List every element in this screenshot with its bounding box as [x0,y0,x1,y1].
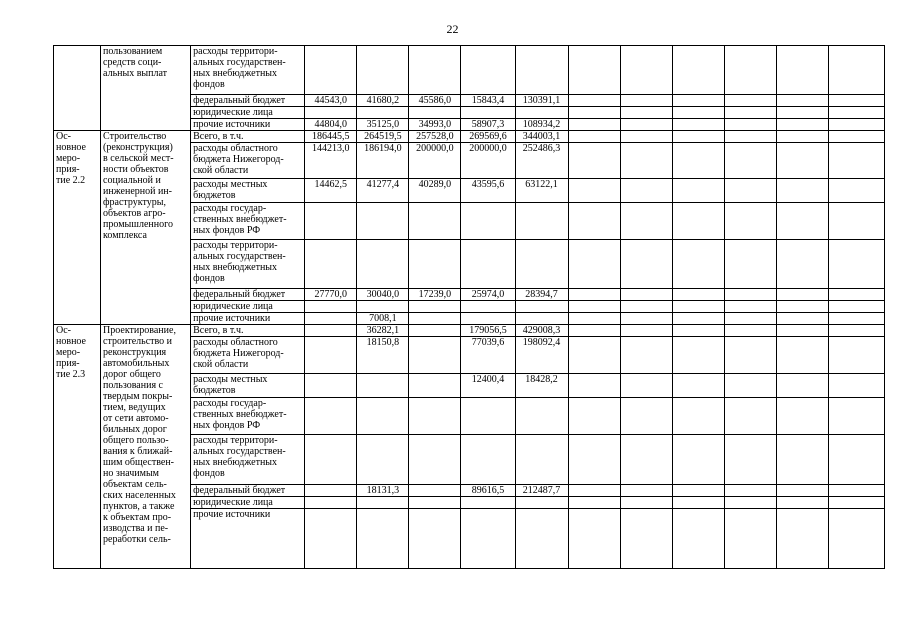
value-cell: 18131,3 [357,485,409,497]
value-cell [305,485,357,497]
value-cell [515,107,568,119]
funding-source-cell: расходы областного бюджета Нижегород- ской области [191,337,305,374]
funding-source-cell: расходы территори- альных государствен- ных внебюджетных фондов [191,240,305,289]
value-cell [515,240,568,289]
empty-cell [724,119,776,131]
value-cell [461,301,515,313]
empty-cell [776,289,828,301]
empty-cell [776,313,828,325]
empty-cell [776,143,828,179]
value-cell [305,325,357,337]
empty-cell [568,337,620,374]
value-cell: 269569,6 [461,131,515,143]
table-row [54,46,885,95]
empty-cell [568,203,620,240]
page-number: 22 [446,22,459,36]
value-cell [515,301,568,313]
value-cell [305,509,357,569]
empty-cell [620,485,672,497]
empty-cell [828,119,884,131]
value-cell: 144213,0 [305,143,357,179]
value-cell: 41277,4 [357,179,409,203]
value-cell [515,313,568,325]
value-cell [305,313,357,325]
empty-cell [672,313,724,325]
empty-cell [724,509,776,569]
empty-cell [672,46,724,95]
value-cell: 198092,4 [515,337,568,374]
empty-cell [724,95,776,107]
empty-cell [828,313,884,325]
empty-cell [724,313,776,325]
measure-description-cell: Проектирование, строительство и реконструкция автомобильных дорог общего пользования с твердым покры- тием, ведущих от сети автомо- бильных дорог общего пользо- вания к ближай- шим обществен- но значимым объектам сель- ских населенных пунктов, а также к объектам про- изводства и пе- реработки сель- [101,325,191,569]
funding-source-cell: прочие источники [191,119,305,131]
empty-cell [828,46,884,95]
value-cell: 58907,3 [461,119,515,131]
empty-cell [776,374,828,398]
value-cell [461,435,515,485]
value-cell [305,107,357,119]
funding-source-cell: расходы государ- ственных внебюджет- ных фондов РФ [191,203,305,240]
empty-cell [828,179,884,203]
value-cell [305,301,357,313]
value-cell [305,374,357,398]
empty-cell [672,301,724,313]
empty-cell [724,301,776,313]
value-cell: 200000,0 [461,143,515,179]
empty-cell [620,46,672,95]
empty-cell [776,497,828,509]
empty-cell [568,398,620,435]
funding-source-cell: расходы областного бюджета Нижегород- ской области [191,143,305,179]
measure-description-cell: пользованием средств соци- альных выплат [101,46,191,131]
value-cell [305,435,357,485]
value-cell: 429008,3 [515,325,568,337]
value-cell [409,374,461,398]
value-cell [305,203,357,240]
empty-cell [828,107,884,119]
value-cell: 200000,0 [409,143,461,179]
value-cell [409,485,461,497]
funding-source-cell: юридические лица [191,107,305,119]
empty-cell [620,374,672,398]
measure-cell [54,46,101,131]
value-cell [357,240,409,289]
empty-cell [672,95,724,107]
empty-cell [724,497,776,509]
empty-cell [620,203,672,240]
value-cell [409,325,461,337]
empty-cell [672,497,724,509]
empty-cell [828,143,884,179]
empty-cell [776,95,828,107]
empty-cell [568,131,620,143]
value-cell [409,203,461,240]
value-cell: 108934,2 [515,119,568,131]
empty-cell [828,203,884,240]
empty-cell [568,240,620,289]
value-cell [461,497,515,509]
value-cell [461,509,515,569]
value-cell: 186194,0 [357,143,409,179]
value-cell [357,435,409,485]
budget-table [53,45,885,569]
funding-source-cell: расходы территори- альных государствен- ных внебюджетных фондов [191,435,305,485]
value-cell: 257528,0 [409,131,461,143]
value-cell [515,46,568,95]
empty-cell [620,240,672,289]
value-cell [461,107,515,119]
value-cell: 18150,8 [357,337,409,374]
empty-cell [724,289,776,301]
value-cell: 212487,7 [515,485,568,497]
value-cell: 15843,4 [461,95,515,107]
value-cell: 264519,5 [357,131,409,143]
empty-cell [672,435,724,485]
value-cell: 25974,0 [461,289,515,301]
empty-cell [724,485,776,497]
funding-source-cell: федеральный бюджет [191,95,305,107]
empty-cell [672,107,724,119]
value-cell [515,398,568,435]
empty-cell [828,325,884,337]
empty-cell [620,143,672,179]
value-cell: 344003,1 [515,131,568,143]
empty-cell [672,509,724,569]
value-cell: 45586,0 [409,95,461,107]
value-cell: 28394,7 [515,289,568,301]
empty-cell [828,301,884,313]
value-cell: 30040,0 [357,289,409,301]
empty-cell [568,179,620,203]
empty-cell [568,313,620,325]
empty-cell [568,143,620,179]
empty-cell [568,301,620,313]
empty-cell [568,289,620,301]
empty-cell [776,509,828,569]
empty-cell [672,374,724,398]
empty-cell [620,131,672,143]
measure-cell: Ос- новное меро- прия- тие 2.2 [54,131,101,325]
value-cell [409,313,461,325]
value-cell: 44543,0 [305,95,357,107]
value-cell [305,497,357,509]
empty-cell [724,179,776,203]
empty-cell [776,131,828,143]
empty-cell [620,509,672,569]
value-cell [357,203,409,240]
empty-cell [620,289,672,301]
value-cell [305,398,357,435]
value-cell [357,46,409,95]
value-cell [357,301,409,313]
value-cell: 17239,0 [409,289,461,301]
funding-source-cell: федеральный бюджет [191,289,305,301]
empty-cell [828,95,884,107]
empty-cell [568,95,620,107]
funding-source-cell: расходы местных бюджетов [191,374,305,398]
value-cell: 44804,0 [305,119,357,131]
value-cell: 186445,5 [305,131,357,143]
empty-cell [620,107,672,119]
empty-cell [828,435,884,485]
empty-cell [828,240,884,289]
value-cell [305,46,357,95]
empty-cell [568,46,620,95]
value-cell: 41680,2 [357,95,409,107]
empty-cell [776,240,828,289]
empty-cell [776,485,828,497]
empty-cell [568,497,620,509]
empty-cell [724,143,776,179]
value-cell [357,374,409,398]
value-cell: 35125,0 [357,119,409,131]
empty-cell [568,107,620,119]
empty-cell [568,509,620,569]
value-cell [409,435,461,485]
value-cell [409,337,461,374]
value-cell [461,240,515,289]
value-cell [357,497,409,509]
empty-cell [828,131,884,143]
empty-cell [776,107,828,119]
empty-cell [620,337,672,374]
empty-cell [776,301,828,313]
empty-cell [568,435,620,485]
empty-cell [568,325,620,337]
empty-cell [724,46,776,95]
empty-cell [776,46,828,95]
funding-source-cell: расходы территори- альных государствен- ных внебюджетных фондов [191,46,305,95]
value-cell: 27770,0 [305,289,357,301]
value-cell [409,46,461,95]
value-cell [461,313,515,325]
funding-source-cell: Всего, в т.ч. [191,325,305,337]
empty-cell [620,179,672,203]
value-cell [515,509,568,569]
empty-cell [672,398,724,435]
funding-source-cell: расходы местных бюджетов [191,179,305,203]
value-cell [305,240,357,289]
value-cell: 40289,0 [409,179,461,203]
empty-cell [724,240,776,289]
value-cell [515,435,568,485]
empty-cell [672,289,724,301]
value-cell [409,497,461,509]
value-cell: 12400,4 [461,374,515,398]
table-row [54,325,885,337]
empty-cell [620,435,672,485]
empty-cell [620,497,672,509]
value-cell: 34993,0 [409,119,461,131]
empty-cell [724,107,776,119]
empty-cell [620,301,672,313]
value-cell: 63122,1 [515,179,568,203]
empty-cell [620,325,672,337]
value-cell [461,46,515,95]
empty-cell [672,485,724,497]
empty-cell [724,337,776,374]
value-cell: 130391,1 [515,95,568,107]
empty-cell [776,203,828,240]
empty-cell [776,398,828,435]
value-cell: 36282,1 [357,325,409,337]
empty-cell [724,374,776,398]
value-cell: 252486,3 [515,143,568,179]
funding-source-cell: федеральный бюджет [191,485,305,497]
value-cell [409,107,461,119]
empty-cell [568,374,620,398]
value-cell [461,398,515,435]
funding-source-cell: расходы государ- ственных внебюджет- ных фондов РФ [191,398,305,435]
value-cell [461,203,515,240]
empty-cell [776,179,828,203]
funding-source-cell: юридические лица [191,497,305,509]
empty-cell [828,289,884,301]
table-row [54,131,885,143]
empty-cell [724,398,776,435]
value-cell [515,203,568,240]
empty-cell [672,143,724,179]
empty-cell [776,337,828,374]
empty-cell [620,95,672,107]
measure-description-cell: Строительство (реконструкция) в сельской мест- ности объектов социальной и инженерной ин- фраструктуры, объектов агро- промышленного комплекса [101,131,191,325]
empty-cell [776,119,828,131]
funding-source-cell: юридические лица [191,301,305,313]
empty-cell [672,240,724,289]
value-cell: 7008,1 [357,313,409,325]
empty-cell [568,485,620,497]
empty-cell [672,131,724,143]
value-cell [409,301,461,313]
empty-cell [828,497,884,509]
funding-source-cell: прочие источники [191,313,305,325]
empty-cell [776,435,828,485]
empty-cell [776,325,828,337]
empty-cell [568,119,620,131]
value-cell [515,497,568,509]
value-cell: 77039,6 [461,337,515,374]
empty-cell [828,485,884,497]
empty-cell [672,119,724,131]
value-cell [409,509,461,569]
measure-cell: Ос- новное меро- прия- тие 2.3 [54,325,101,569]
value-cell: 18428,2 [515,374,568,398]
empty-cell [828,398,884,435]
value-cell [357,107,409,119]
empty-cell [724,325,776,337]
value-cell: 14462,5 [305,179,357,203]
empty-cell [672,337,724,374]
empty-cell [620,398,672,435]
value-cell [305,337,357,374]
empty-cell [672,179,724,203]
value-cell: 43595,6 [461,179,515,203]
empty-cell [828,337,884,374]
funding-source-cell: прочие источники [191,509,305,569]
empty-cell [724,435,776,485]
empty-cell [672,325,724,337]
empty-cell [620,119,672,131]
empty-cell [724,131,776,143]
value-cell [357,398,409,435]
empty-cell [828,509,884,569]
value-cell [409,398,461,435]
empty-cell [724,203,776,240]
value-cell [409,240,461,289]
empty-cell [672,203,724,240]
empty-cell [828,374,884,398]
value-cell [357,509,409,569]
value-cell: 179056,5 [461,325,515,337]
value-cell: 89616,5 [461,485,515,497]
funding-source-cell: Всего, в т.ч. [191,131,305,143]
empty-cell [620,313,672,325]
